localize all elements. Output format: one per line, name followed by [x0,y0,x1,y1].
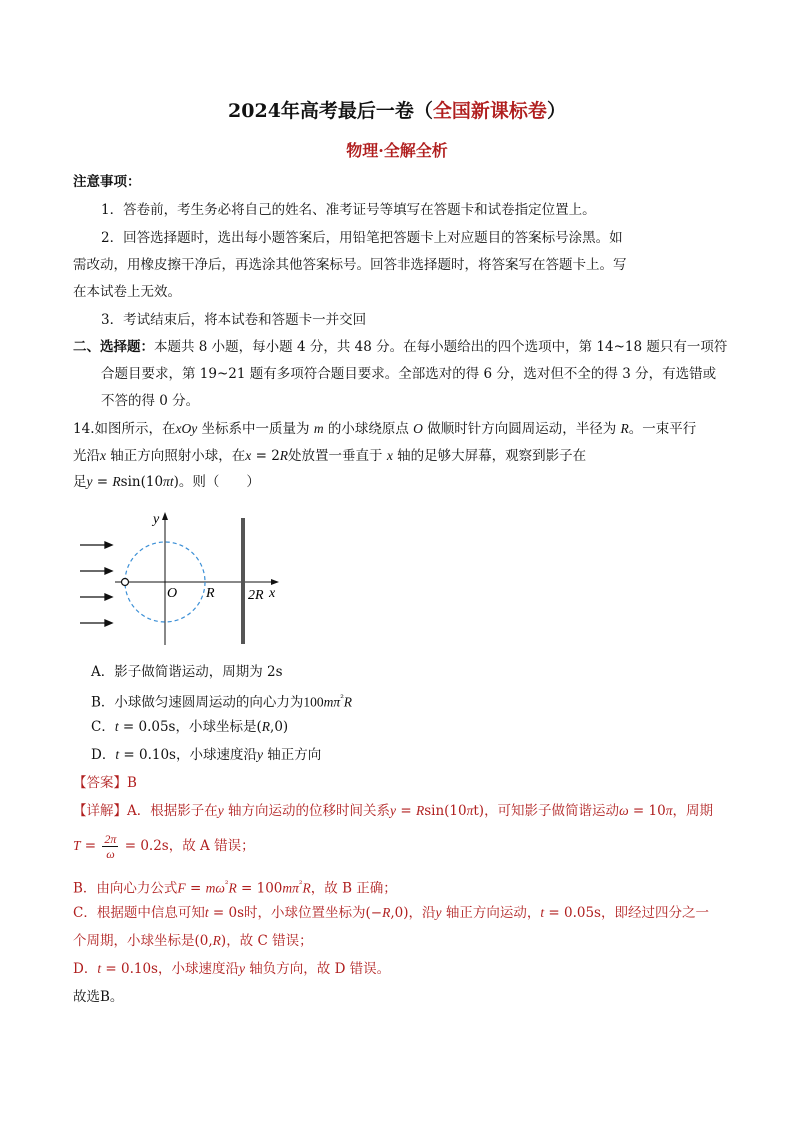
e-math: y [390,803,397,818]
title-end: ） [546,100,566,122]
section-intro-line-1 [73,338,727,356]
y-axis-label: y [153,512,160,527]
q-math: x [386,448,393,463]
q-math: y [86,474,93,489]
e-text: t) [473,803,485,819]
screen-position-label: 2R [248,588,264,603]
e-text: (0, [194,933,213,949]
e-text: ，周期 [672,803,713,819]
e-math: π [665,803,673,818]
section-text-2: 合题目要求，第 19~21 题有多项符合题目要求。全部选对的得 6 分，选对但不全的得 3 分，有选错或 [101,366,717,382]
e-text: ，可知影子做简谐运动 [484,803,620,819]
explain-a-line-1 [73,802,713,820]
e-math: R [302,880,311,896]
q-text: 轴正方向照射小球，在 [106,448,246,464]
title-main: 2024年高考最后一卷（ [228,100,433,122]
option-c-text: = 0.05s，小球坐标是 [118,719,257,735]
e-text: 轴负方向，故 D 错误。 [244,961,391,977]
ball [122,579,129,586]
notice-item-3: 3．考试结束后，将本试卷和答题卡一并交回 [101,312,367,328]
x-axis-label: x [269,586,276,601]
e-text: = [80,838,101,854]
option-d [91,746,321,764]
conclusion: 故选B。 [73,989,124,1005]
e-text: = [396,803,416,819]
q-math: R [279,448,289,463]
e-math: F [177,880,186,896]
answer-value: B [127,775,137,791]
q-text: 光沿 [73,448,100,464]
q-text: 的小球绕原点 [323,421,414,437]
y-axis-arrow [162,512,168,520]
light-arrow-1-head [105,542,112,548]
e-text: C．根据题中信息可知 [73,905,205,921]
section-heading: 二、选择题： [73,339,154,355]
e-text: ,0) [390,905,409,921]
notice-item-2-end: 在本试卷上无效。 [73,284,181,300]
q-text: 坐标系中一质量为 [197,421,314,437]
q-math: xOy [175,421,198,436]
e-text: ，故 A 错误； [168,838,255,854]
option-c-text: C． [91,719,115,735]
light-arrow-4-head [105,620,112,626]
q-math: O [413,421,423,436]
q-math: R [620,421,629,436]
e-math: y [238,961,245,976]
answer-line [73,774,137,792]
fraction-denominator: ω [106,847,115,861]
e-sup: ² [298,880,303,890]
e-text: (− [365,905,383,921]
q-text: 足 [73,474,87,490]
explain-a-line-2 [73,832,255,861]
e-sup: ² [224,880,229,890]
option-d-math: y [256,747,263,762]
q-text: 轴的足够大屏幕，观察到影子在 [392,448,587,464]
e-text: = 0.05s [544,905,601,921]
option-b-math: R [343,694,353,710]
notice-item-1: 1．答卷前，考生务必将自己的姓名、准考证号等填写在答题卡和试卷指定位置上。 [101,202,596,218]
option-c-math: R [261,719,271,734]
notice-item-2: 2．回答选择题时，选出每小题答案后，用铅笔把答题卡上对应题目的答案标号涂黑。如 [101,230,623,246]
option-c-text: ,0) [270,719,289,735]
e-text: = 0s时，小球位置坐标为 [208,905,366,921]
e-text: 轴方向运动的位移时间关系 [223,803,391,819]
screen [241,518,245,644]
option-b-sup: ² [340,694,344,704]
e-math: t [204,905,209,920]
q-math: π [163,474,170,489]
e-math: m [282,880,293,896]
page-title [0,96,794,123]
e-math: t [97,961,102,976]
e-text: ，故 C 错误； [226,933,313,949]
circular-motion-figure [70,500,290,650]
e-text: ，沿 [408,905,436,921]
option-d-text: 轴正方向 [262,747,322,763]
notice-heading: 注意事项： [73,174,141,190]
q-text: 处放置一垂直于 [288,448,387,464]
e-text: ，小球速度沿 [157,961,239,977]
e-math: R [382,905,391,920]
e-text: ) [220,933,227,949]
e-text: B．由向心力公式 [73,880,178,897]
e-math: R [228,880,237,896]
q-math: m [313,421,324,436]
option-b-math: m [323,694,334,710]
q-text: ) [173,474,179,490]
question-line-3 [73,473,260,491]
question-line-1 [73,420,696,438]
x-axis-arrow [271,579,279,585]
explain-d-line [73,960,390,978]
q-math: R [112,474,121,489]
e-math: m [205,880,216,896]
explain-c-line-2 [73,932,313,950]
q-text: = 2 [251,448,280,464]
q-text: 。则（ ） [178,474,260,490]
option-d-math: t [115,747,120,762]
q-text: 做顺时针方向圆周运动，半径为 [422,421,621,437]
option-b [91,690,352,712]
e-text: = 0.2s [120,838,169,854]
question-number: 14 [73,421,91,437]
question-line-2 [73,447,586,465]
option-d-text: = 0.10s，小球速度沿 [119,747,257,763]
explain-b-line [73,876,397,898]
e-math: π [466,803,474,818]
q-math: x [245,448,252,463]
light-arrow-2-head [105,568,112,574]
e-text: = 10 [628,803,666,819]
e-math: R [415,803,425,818]
q-text: 。一束平行 [628,421,697,437]
e-text: = [185,880,206,897]
e-text: ，即经过四分之一 [600,905,709,921]
e-math: y [435,905,442,920]
e-math: ω [215,880,225,896]
fraction-numerator: 2π [104,832,117,846]
answer-label: 【答案】 [73,775,127,791]
q-math: t [169,474,174,489]
explain-c-line-1 [73,904,709,922]
e-text: ，故 B 正确； [310,880,397,897]
q-text: = [92,474,113,490]
e-text: sin(10 [424,803,467,819]
e-math: y [217,803,224,818]
notice-item-2-cont: 需改动，用橡皮擦干净后，再选涂其他答案标号。回答非选择题时，将答案写在答题卡上。写 [73,257,627,273]
origin-label: O [167,586,178,601]
option-a [91,663,283,681]
e-text: = 0.10s [101,961,158,977]
q-text: sin(10 [120,474,164,490]
option-d-text: D． [91,747,116,763]
option-a-text: A．影子做简谐运动，周期为 2s [91,664,283,680]
option-b-text: B．小球做匀速圆周运动的向心力为 [91,694,304,711]
e-text: 个周期，小球坐标是 [73,933,195,949]
page-subtitle: 物理·全解全析 [346,141,448,160]
option-c [91,718,288,736]
e-text: 轴正方向运动， [441,905,541,921]
title-highlight: 全国新课标卷 [432,100,547,122]
option-c-math: t [114,719,119,734]
light-arrows [80,542,112,626]
q-math: x [100,448,106,463]
section-text-3: 不答的得 0 分。 [101,393,200,409]
e-math: ω [619,803,629,818]
e-text: A．根据影子在 [127,803,218,819]
e-math: π [292,880,299,896]
option-b-math: 100 [303,694,324,710]
e-math: t [540,905,545,920]
e-text: = 100 [236,880,283,897]
explain-label: 【详解】 [73,803,127,819]
option-c-text: ( [256,719,262,735]
q-text: .如图所示，在 [90,421,176,437]
e-math: R [212,933,221,948]
section-text-1: 本题共 8 小题，每小题 4 分，共 48 分。在每小题给出的四个选项中，第 14~18 题只有一项符 [154,339,728,355]
period-fraction [102,832,118,861]
option-b-math: π [333,694,341,710]
light-arrow-3-head [105,594,112,600]
e-math: T [73,838,81,853]
e-text: D． [73,961,98,977]
radius-label: R [206,586,215,601]
